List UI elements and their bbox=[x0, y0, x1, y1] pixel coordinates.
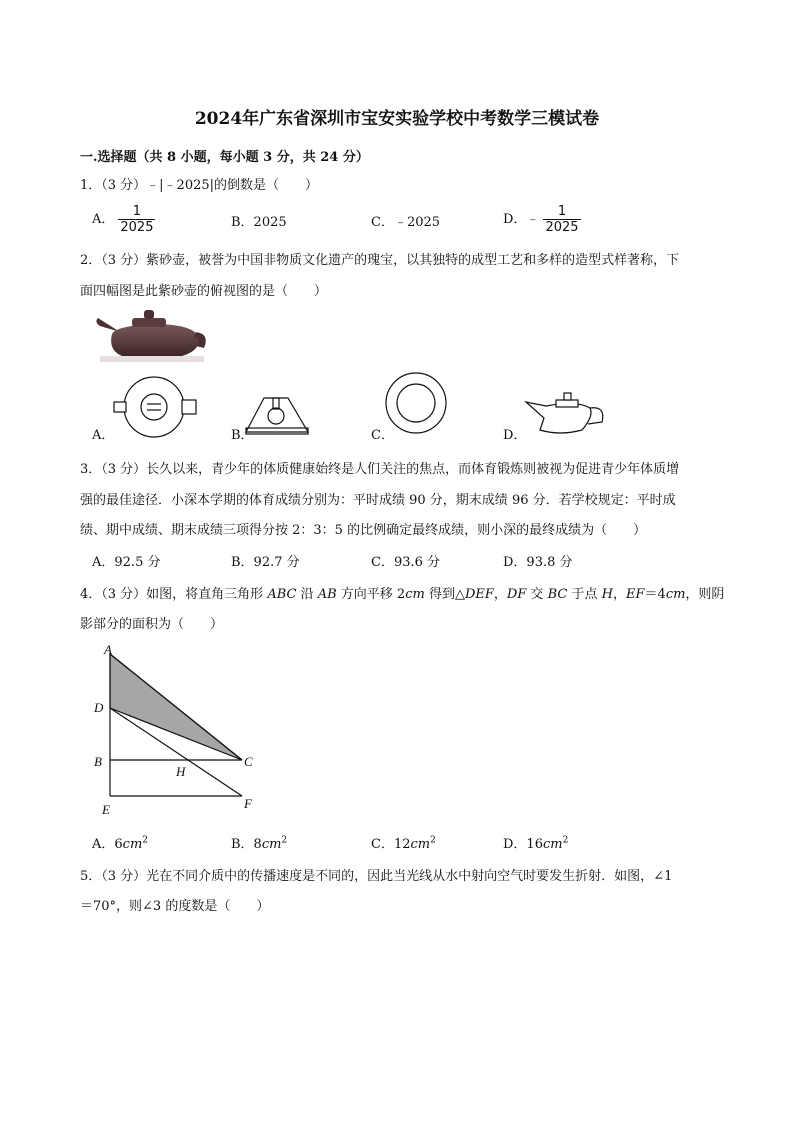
q1-d-numerator: 1 bbox=[557, 204, 567, 219]
q4-var-def: DEF bbox=[464, 587, 494, 602]
q1-d-denominator: 2025 bbox=[545, 220, 579, 235]
q4-var-bc: BC bbox=[547, 587, 568, 602]
q5-line2: ＝70°，则∠3 的度数是（ ） bbox=[80, 899, 270, 914]
q4-text-1: 4．（3 分）如图，将直角三角形 bbox=[80, 587, 268, 602]
label-b: B bbox=[94, 754, 102, 769]
q2-figure-d bbox=[524, 386, 608, 438]
q4-text-2: 沿 bbox=[296, 587, 318, 602]
q4-option-c bbox=[371, 833, 436, 852]
q4-d-sup: 2 bbox=[562, 835, 569, 846]
q4-a-value: A．6 bbox=[92, 837, 123, 852]
q1-a-denominator: 2025 bbox=[120, 220, 154, 235]
q4-d-value: D．16 bbox=[503, 837, 543, 852]
q5-line1: 5．（3 分）光在不同介质中的传播速度是不同的，因此当光线从水中射向空气时要发生折射．如图，∠1 bbox=[80, 869, 673, 884]
q1-option-a-label: A． bbox=[92, 212, 115, 227]
q1-option-a bbox=[92, 204, 155, 235]
q4-triangle-figure bbox=[86, 640, 266, 820]
q1-option-b: B．2025 bbox=[231, 215, 287, 230]
teapot-photo bbox=[92, 306, 212, 364]
q2-option-a: A． bbox=[92, 428, 115, 443]
q1-option-a-fraction bbox=[118, 204, 155, 235]
q3-option-d: D．93.8 分 bbox=[503, 555, 573, 570]
q4-b-sup: 2 bbox=[281, 835, 288, 846]
label-h: H bbox=[176, 764, 186, 779]
q4-var-df: DF bbox=[506, 587, 527, 602]
label-c: C bbox=[244, 754, 253, 769]
q4-text-9: ＝4 bbox=[644, 587, 666, 602]
q4-text-7: 于点 bbox=[567, 587, 602, 602]
section-heading: 一.选择题（共 8 小题，每小题 3 分，共 24 分） bbox=[80, 150, 369, 165]
q4-line1 bbox=[80, 583, 724, 602]
q4-unit-cm-2: cm bbox=[665, 587, 686, 602]
q1-option-d bbox=[503, 204, 581, 235]
q4-text-3: 方向平移 2 bbox=[336, 587, 406, 602]
label-d: D bbox=[94, 700, 104, 715]
label-a: A bbox=[104, 642, 112, 657]
q3-option-a: A．92.5 分 bbox=[92, 555, 161, 570]
q4-text-10: ，则阴 bbox=[685, 587, 725, 602]
q4-text-5: ， bbox=[493, 587, 507, 602]
q4-d-unit: cm bbox=[542, 837, 563, 852]
q4-a-sup: 2 bbox=[142, 835, 149, 846]
q1-option-c: C．﹣2025 bbox=[371, 215, 441, 230]
q4-unit-cm: cm bbox=[405, 587, 425, 602]
q1-option-d-label: D．﹣ bbox=[503, 212, 540, 227]
q3-line3: 绩、期中成绩、期末成绩三项得分按 2：3：5 的比例确定最终成绩，则小深的最终成绩为（ ） bbox=[80, 523, 647, 538]
q4-b-value: B．8 bbox=[231, 837, 262, 852]
label-e: E bbox=[102, 802, 110, 817]
q4-text-4: 得到△ bbox=[424, 587, 465, 602]
q4-c-value: C．12 bbox=[371, 837, 411, 852]
q4-b-unit: cm bbox=[261, 837, 282, 852]
q3-option-c: C．93.6 分 bbox=[371, 555, 441, 570]
q4-text-8: ， bbox=[613, 587, 627, 602]
q4-option-d bbox=[503, 833, 568, 852]
q4-line2: 影部分的面积为（ ） bbox=[80, 617, 224, 632]
q4-a-unit: cm bbox=[122, 837, 143, 852]
q4-var-ab: AB bbox=[317, 587, 337, 602]
q2-option-d: D． bbox=[503, 428, 527, 443]
q3-line2: 强的最佳途径．小深本学期的体育成绩分别为：平时成绩 90 分，期末成绩 96 分．若学校规定：平时成 bbox=[80, 493, 676, 508]
q2-line1: 2．（3 分）紫砂壶，被誉为中国非物质文化遗产的瑰宝，以其独特的成型工艺和多样的造型式样著称，下 bbox=[80, 253, 680, 268]
q2-figure-b bbox=[242, 374, 312, 440]
q2-figure-a bbox=[110, 374, 210, 440]
q2-line2: 面四幅图是此紫砂壶的俯视图的是（ ） bbox=[80, 284, 328, 299]
q4-var-h: H bbox=[601, 587, 613, 602]
q4-option-a bbox=[92, 833, 148, 852]
paper-title: 2024年广东省深圳市宝安实验学校中考数学三模试卷 bbox=[194, 109, 600, 129]
q3-option-b: B．92.7 分 bbox=[231, 555, 300, 570]
q4-c-unit: cm bbox=[410, 837, 431, 852]
q4-var-abc: ABC bbox=[267, 587, 297, 602]
q1-a-numerator: 1 bbox=[132, 204, 142, 219]
label-f: F bbox=[244, 796, 252, 811]
q4-option-b bbox=[231, 833, 287, 852]
q1-option-d-fraction bbox=[543, 204, 580, 235]
q4-var-ef: EF bbox=[626, 587, 645, 602]
q4-c-sup: 2 bbox=[430, 835, 436, 846]
q2-figure-c bbox=[384, 370, 448, 436]
q4-text-6: 交 bbox=[526, 587, 548, 602]
q2-option-b: B． bbox=[231, 428, 254, 443]
q3-line1: 3．（3 分）长久以来，青少年的体质健康始终是人们关注的焦点，而体育锻炼则被视为促进青少年体质增 bbox=[80, 462, 680, 477]
q2-option-c: C． bbox=[371, 428, 394, 443]
q1-stem: 1．（3 分）﹣|﹣2025|的倒数是（ ） bbox=[80, 178, 319, 193]
